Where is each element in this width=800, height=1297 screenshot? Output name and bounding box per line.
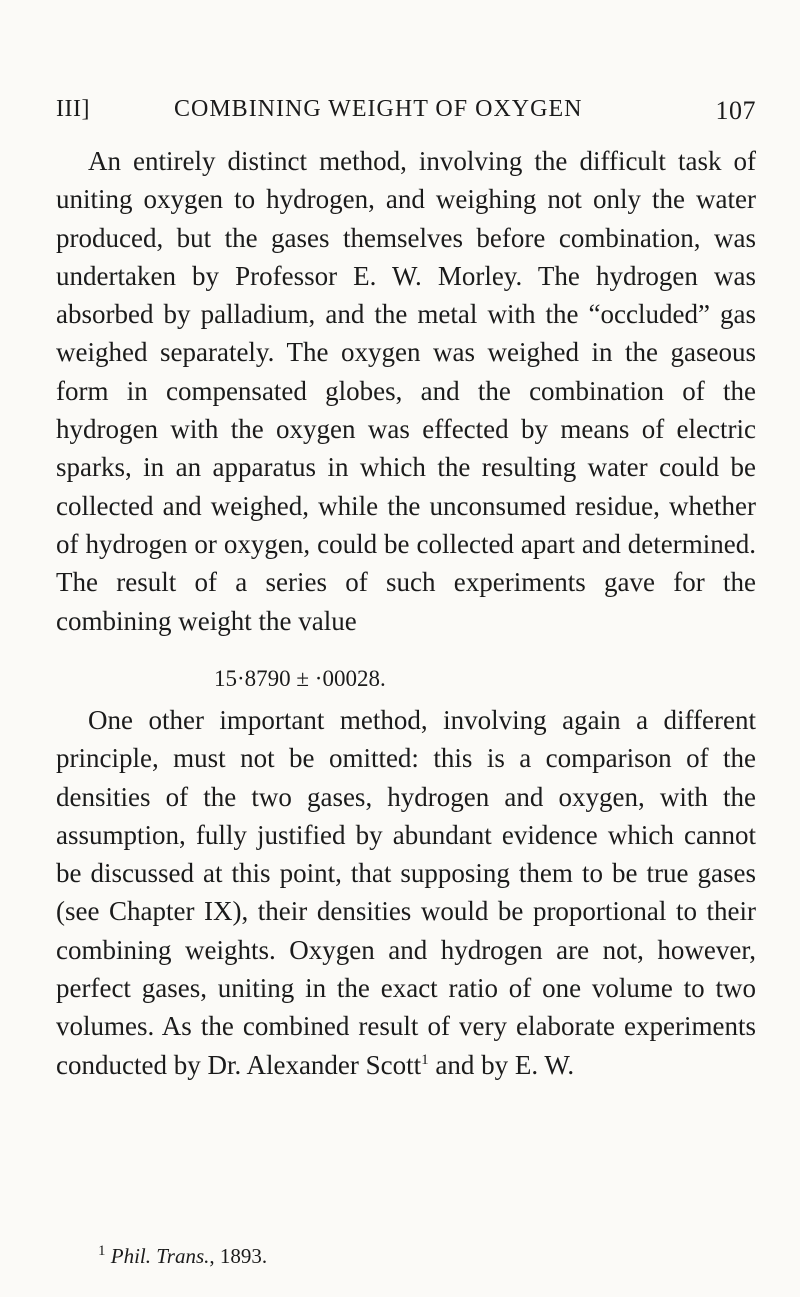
paragraph-text bbox=[56, 701, 756, 1084]
footnote-reference: 1 bbox=[421, 1051, 429, 1068]
paragraph-morley-method bbox=[56, 142, 756, 640]
paragraph-text: An entirely distinct method, involving the difficult task of uniting oxygen to hydrogen, and weighing not only the water produced, but the gases themselves before combination, was undertaken by Professor E. W. Morley. The hydrogen was absorbed by palladium, and the metal with the “occluded” gas weighed separately. The oxygen was weighed in the gaseous form in compensated globes, and the combination of the hydrogen with the oxygen was effected by means of electric sparks, in an apparatus in which the resulting water could be collected and weighed, while the unconsumed residue, whether of hydrogen or oxygen, could be collected apart and determined. The result of a series of such experiments gave for the combining weight the value bbox=[56, 146, 756, 636]
paragraph-density-method bbox=[56, 701, 756, 1084]
formula-text: 15·8790 ± ·00028. bbox=[214, 666, 386, 691]
footnote-detail: , 1893. bbox=[209, 1244, 268, 1268]
running-title: COMBINING WEIGHT OF OXYGEN bbox=[174, 96, 583, 122]
footnote-source: Phil. Trans. bbox=[110, 1244, 210, 1268]
footnote-marker: 1 bbox=[98, 1243, 106, 1259]
chapter-marker: III] bbox=[56, 96, 90, 122]
running-head bbox=[56, 96, 756, 130]
paragraph-text-main: One other important method, involving again a different principle, must not be omitted: this is a comparison of the densities of the two gases, hydrogen and oxygen, with the assumption, fully justified by abundant evidence which cannot be discussed at this point, that supposing them to be true gases (see Chapter IX), their densities would be proportional to their combining weights. Oxygen and hydrogen are not, however, perfect gases, uniting in the exact ratio of one volume to two volumes. As the combined result of very elaborate experiments conducted by Dr. Alexander Scott bbox=[56, 705, 756, 1080]
page-number: 107 bbox=[715, 96, 756, 125]
paragraph-text-tail: and by E. W. bbox=[428, 1049, 575, 1080]
